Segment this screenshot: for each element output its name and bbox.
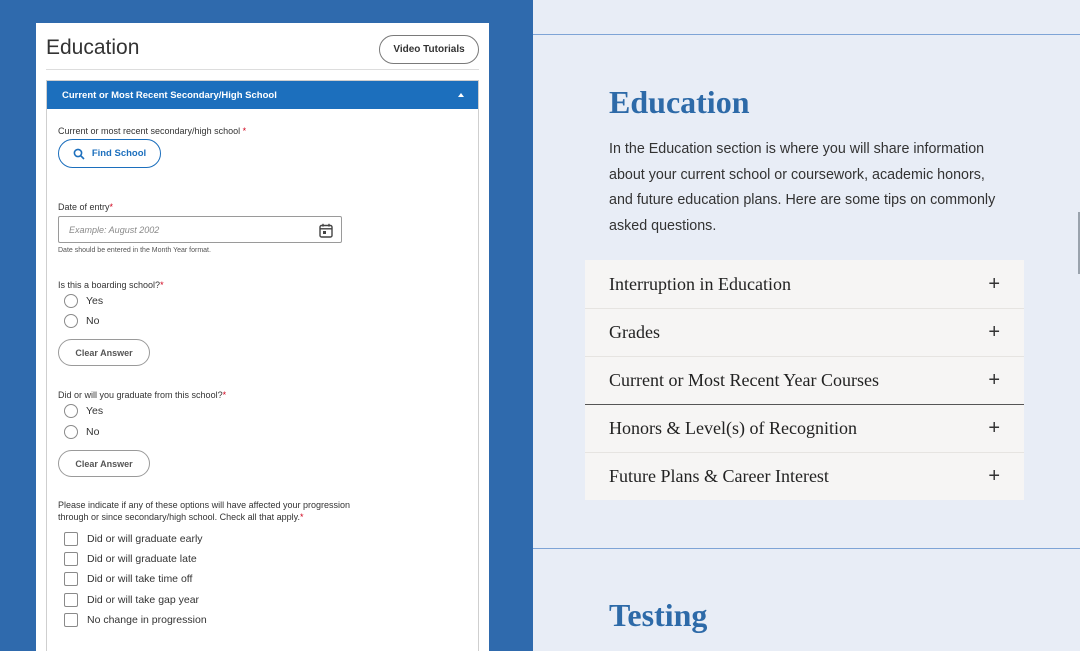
accordion-item-label: Honors & Level(s) of Recognition — [609, 418, 857, 438]
date-format-hint: Date should be entered in the Month Year format. — [58, 247, 211, 254]
progression-question-line1: Please indicate if any of these options will have affected your progression — [58, 500, 351, 510]
option-label: No — [86, 426, 100, 438]
accordion-item-label: Future Plans & Career Interest — [609, 466, 829, 486]
school-question-text: Current or most recent secondary/high school — [58, 126, 241, 136]
option-label: Yes — [86, 405, 104, 417]
progression-option[interactable] — [64, 613, 207, 627]
progression-option-label: Did or will take time off — [87, 573, 193, 585]
checkbox[interactable] — [64, 593, 78, 607]
graduate-no-option[interactable] — [64, 425, 99, 439]
boarding-yes-option[interactable] — [64, 294, 103, 308]
plus-icon[interactable]: + — [988, 369, 1000, 391]
school-question — [58, 125, 246, 137]
section-divider — [533, 548, 1080, 549]
accordion-item-label: Grades — [609, 322, 660, 342]
option-label: Yes — [86, 295, 104, 307]
progression-question-line2: through or since secondary/high school. Check all that apply. — [58, 512, 300, 522]
checkbox[interactable] — [64, 532, 78, 546]
plus-icon[interactable]: + — [988, 321, 1000, 343]
education-form-card — [36, 23, 489, 651]
section-header-label: Current or Most Recent Secondary/High School — [62, 89, 277, 101]
graduate-clear-answer-button[interactable]: Clear Answer — [58, 450, 150, 477]
form-title: Education — [46, 36, 140, 59]
date-label: Date of entry — [58, 202, 110, 212]
accordion-item-label: Interruption in Education — [609, 273, 791, 294]
progression-option-label: Did or will take gap year — [87, 594, 200, 606]
date-of-entry-input[interactable] — [58, 216, 342, 243]
progression-question — [58, 499, 350, 523]
accordion-item[interactable] — [585, 356, 1024, 404]
accordion-item[interactable] — [585, 308, 1024, 356]
radio-button[interactable] — [64, 404, 78, 418]
radio-button[interactable] — [64, 294, 78, 308]
video-tutorials-button[interactable]: Video Tutorials — [379, 35, 479, 64]
plus-icon[interactable]: + — [988, 417, 1000, 439]
boarding-clear-answer-button[interactable]: Clear Answer — [58, 339, 150, 366]
caret-up-icon[interactable] — [458, 93, 464, 97]
graduate-question — [58, 389, 226, 401]
required-mark: * — [109, 202, 114, 212]
boarding-question-text: Is this a boarding school? — [58, 280, 161, 290]
radio-button[interactable] — [64, 314, 78, 328]
required-mark: * — [222, 390, 227, 400]
plus-icon[interactable]: + — [988, 465, 1000, 487]
boarding-question — [58, 279, 164, 291]
testing-heading: Testing — [609, 597, 708, 633]
checkbox[interactable] — [64, 572, 78, 586]
find-school-button[interactable] — [58, 139, 161, 168]
graduate-question-text: Did or will you graduate from this school? — [58, 390, 223, 400]
graduate-yes-option[interactable] — [64, 404, 103, 418]
required-mark: * — [299, 512, 304, 522]
education-heading: Education — [609, 84, 750, 120]
tips-accordion — [585, 260, 1024, 500]
required-mark: * — [242, 126, 247, 136]
accordion-item-label: Current or Most Recent Year Courses — [609, 370, 879, 390]
plus-icon[interactable]: + — [988, 272, 1000, 295]
checkbox[interactable] — [64, 613, 78, 627]
required-mark: * — [160, 280, 164, 290]
option-label: No — [86, 315, 100, 327]
section-divider — [533, 34, 1080, 35]
search-icon — [73, 148, 85, 160]
date-placeholder: Example: August 2002 — [69, 225, 160, 235]
radio-button[interactable] — [64, 425, 78, 439]
checkbox[interactable] — [64, 552, 78, 566]
boarding-no-option[interactable] — [64, 314, 99, 328]
education-description: In the Education section is where you will share information about your current school or coursework, academic honors, and future education plans. Here are some tips on commonly asked questions. — [609, 141, 996, 234]
progression-option[interactable] — [64, 552, 197, 566]
section-header[interactable] — [47, 81, 478, 109]
progression-option-label: Did or will graduate late — [87, 553, 197, 565]
accordion-item[interactable] — [585, 452, 1024, 500]
title-divider — [46, 69, 479, 70]
find-school-label: Find School — [91, 148, 147, 159]
progression-option[interactable] — [64, 593, 199, 607]
progression-option-label: No change in progression — [87, 614, 207, 626]
left-panel — [0, 0, 533, 651]
accordion-item[interactable] — [585, 260, 1024, 308]
progression-option[interactable] — [64, 572, 192, 586]
date-question — [58, 201, 113, 213]
progression-option[interactable] — [64, 532, 203, 546]
accordion-item[interactable] — [585, 404, 1024, 452]
progression-option-label: Did or will graduate early — [87, 533, 203, 545]
calendar-icon[interactable] — [319, 223, 333, 238]
